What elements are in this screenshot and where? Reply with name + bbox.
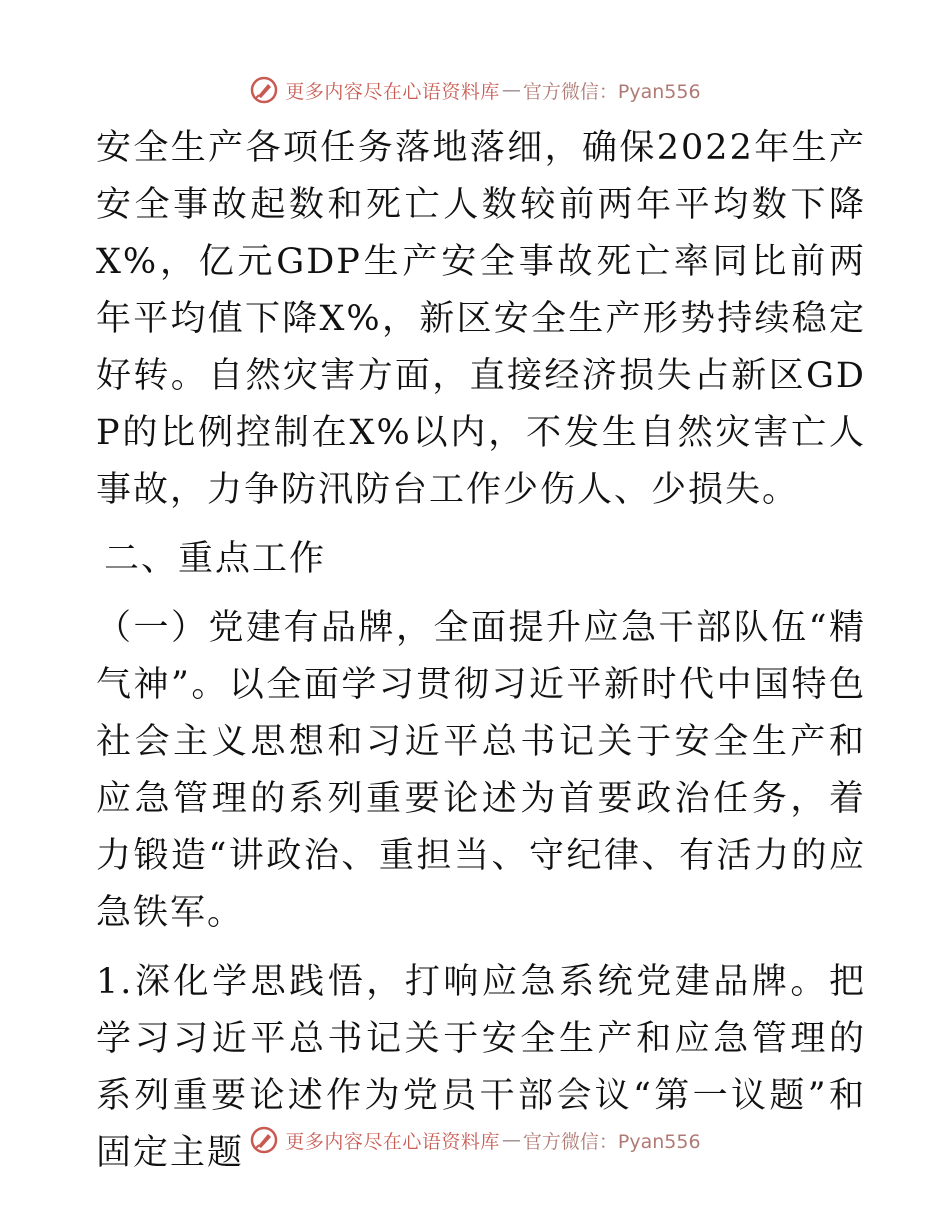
watermark-separator: —	[501, 79, 521, 101]
watermark-separator: —	[501, 1129, 521, 1151]
watermark-contact: 官方微信：Pyan556	[522, 1130, 701, 1153]
document-body	[96, 120, 866, 1182]
pen-nib-logo-icon	[249, 1125, 279, 1155]
pen-nib-logo-icon	[249, 75, 279, 105]
paragraph-goals: 安全生产各项任务落地落细，确保2022年生产安全事故起数和死亡人数较前两年平均数下降X%，亿元GDP生产安全事故死亡率同比前两年平均值下降X%，新区安全生产形势持续稳定好转。自然灾害方面，直接经济损失占新区GDP的比例控制在X%以内，不发生自然灾害亡人事故，力争防汛防台工作少伤人、少损失。	[96, 128, 866, 510]
footer-watermark	[0, 1122, 950, 1158]
paragraph-item-1: 1.深化学思践悟，打响应急系统党建品牌。把学习习近平总书记关于安全生产和应急管理的系列重要论述作为党员干部会议“第一议题”和固定主题	[96, 962, 866, 1173]
paragraph-party-building: （一）党建有品牌，全面提升应急干部队伍“精气神”。以全面学习贯彻习近平新时代中国特色社会主义思想和习近平总书记关于安全生产和应急管理的系列重要论述为首要政治任务，着力锻造“讲政治、重担当、守纪律、有活力的应急铁军。	[96, 608, 866, 933]
watermark-text: 更多内容尽在心语资料库	[285, 1130, 500, 1153]
watermark-contact: 官方微信：Pyan556	[522, 80, 701, 103]
watermark-text: 更多内容尽在心语资料库	[285, 80, 500, 103]
header-watermark	[0, 72, 950, 108]
section-heading: 二、重点工作	[104, 539, 327, 579]
